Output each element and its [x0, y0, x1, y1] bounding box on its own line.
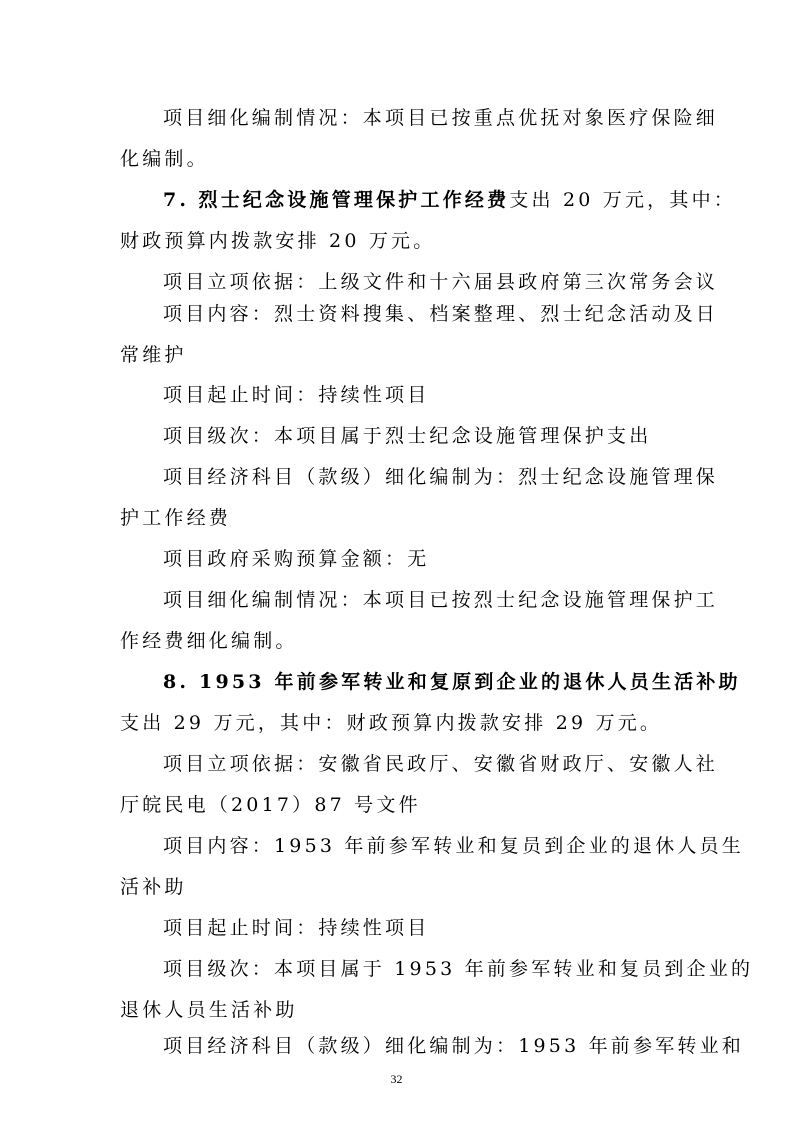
paragraph-line: 项目经济科目（款级）细化编制为：1953 年前参军转业和 — [163, 1035, 744, 1057]
paragraph-line: 化编制。 — [120, 148, 209, 170]
paragraph-line: 项目内容：1953 年前参军转业和复员到企业的退休人员生 — [163, 835, 744, 857]
paragraph-line: 项目级次：本项目属于 1953 年前参军转业和复员到企业的 — [163, 958, 754, 980]
paragraph-line: 项目立项依据：上级文件和十六届县政府第三次常务会议 — [163, 271, 719, 293]
paragraph-line: 厅皖民电（2017）87 号文件 — [120, 794, 421, 816]
paragraph-line: 项目细化编制情况：本项目已按烈士纪念设施管理保护工 — [163, 589, 719, 611]
paragraph-line: 项目起止时间：持续性项目 — [163, 384, 430, 406]
paragraph-line: 项目内容：烈士资料搜集、档案整理、烈士纪念活动及日 — [163, 303, 719, 325]
item-7-heading — [163, 188, 736, 212]
paragraph-line: 项目政府采购预算金额：无 — [163, 548, 430, 570]
item-7-title: 烈士纪念设施管理保护工作经费 — [198, 189, 510, 211]
item-8-heading: 8. 1953 年前参军转业和复原到企业的退休人员生活补助 — [163, 671, 741, 693]
paragraph-line: 项目级次：本项目属于烈士纪念设施管理保护支出 — [163, 425, 652, 447]
paragraph-line: 活补助 — [120, 876, 187, 898]
paragraph-line: 作经费细化编制。 — [120, 630, 298, 652]
paragraph-line: 财政预算内拨款安排 20 万元。 — [120, 230, 436, 252]
item-7-amount: 支出 20 万元，其中： — [509, 189, 736, 211]
paragraph-line: 项目细化编制情况：本项目已按重点优抚对象医疗保险细 — [163, 107, 719, 129]
paragraph-line: 项目经济科目（款级）细化编制为：烈士纪念设施管理保 — [163, 466, 719, 488]
item-7-number: 7. — [163, 189, 190, 211]
paragraph-line: 支出 29 万元，其中：财政预算内拨款安排 29 万元。 — [120, 712, 663, 734]
paragraph-line: 常维护 — [120, 344, 187, 366]
page-number: 32 — [390, 1072, 403, 1086]
paragraph-line: 项目立项依据：安徽省民政厅、安徽省财政厅、安徽人社 — [163, 753, 719, 775]
paragraph-line: 项目起止时间：持续性项目 — [163, 917, 430, 939]
paragraph-line: 护工作经费 — [120, 507, 232, 529]
paragraph-line: 退休人员生活补助 — [120, 999, 298, 1021]
